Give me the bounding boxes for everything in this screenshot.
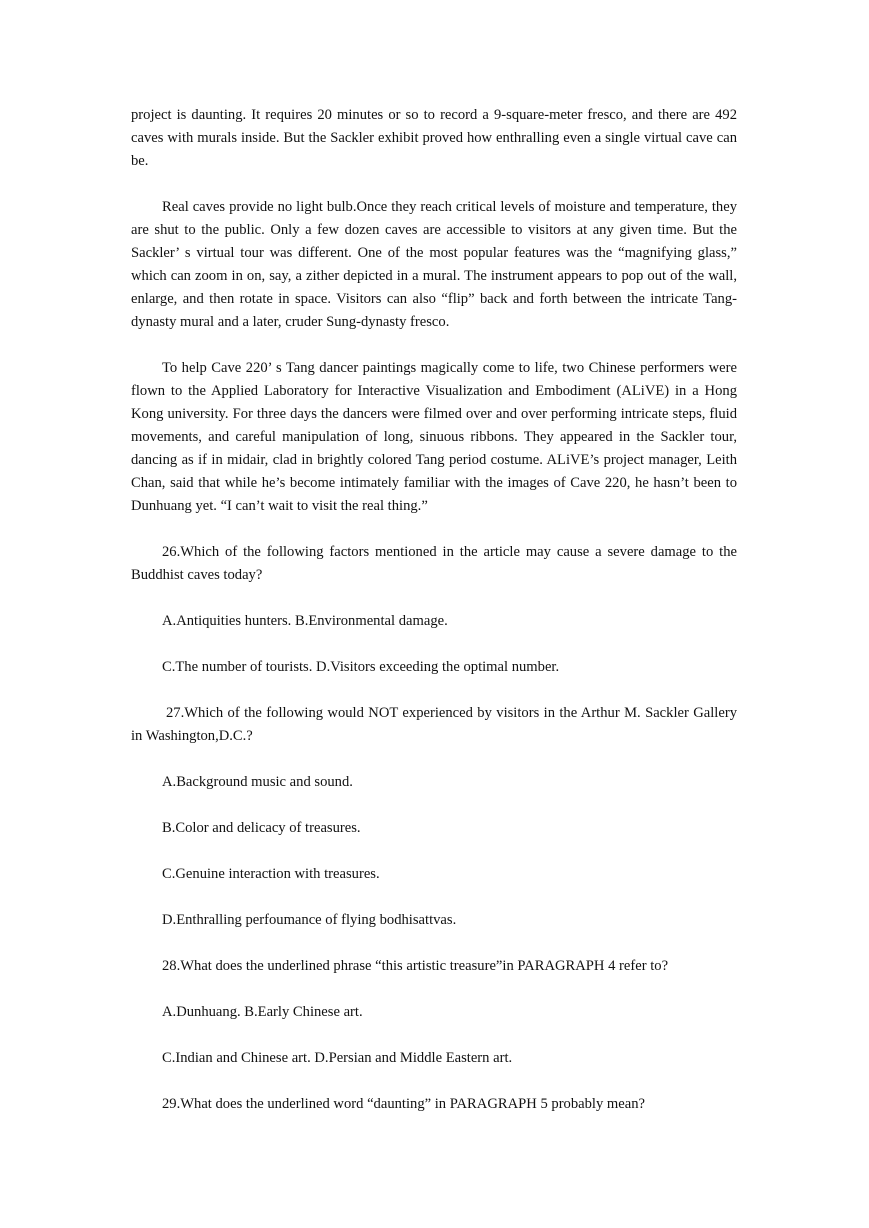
question-26-options-c-d: C.The number of tourists. D.Visitors exceeding the optimal number. — [162, 659, 560, 675]
question-27-stem: 27.Which of the following would NOT experienced by visitors in the Arthur M. Sackler Gallery in Washington,D.C.? — [131, 705, 737, 744]
question-28-options-c-d: C.Indian and Chinese art. D.Persian and Middle Eastern art. — [162, 1050, 513, 1066]
question-27-option-b: B.Color and delicacy of treasures. — [162, 820, 361, 836]
question-28-stem: 28.What does the underlined phrase “this artistic treasure”in PARAGRAPH 4 refer to? — [162, 958, 669, 974]
passage-paragraph-1: project is daunting. It requires 20 minutes or so to record a 9-square-meter fresco, and there are 492 caves with murals inside. But the Sackler exhibit proved how enthralling even a single virtual cave can be. — [131, 107, 737, 169]
question-26-stem: 26.Which of the following factors mentioned in the article may cause a severe damage to the Buddhist caves today? — [131, 544, 737, 583]
question-29-stem: 29.What does the underlined word “daunting” in PARAGRAPH 5 probably mean? — [162, 1096, 645, 1112]
question-27-option-c: C.Genuine interaction with treasures. — [162, 866, 380, 882]
passage-paragraph-2: Real caves provide no light bulb.Once they reach critical levels of moisture and temperature, they are shut to the public. Only a few dozen caves are accessible to visitors at any given time. But the Sackler’ s virtual tour was different. One of the most popular features was the “magnifying glass,” which can zoom in on, say, a zither depicted in a mural. The instrument appears to pop out of the wall, enlarge, and then rotate in space. Visitors can also “flip” back and forth between the intricate Tang-dynasty mural and a later, cruder Sung-dynasty fresco. — [131, 199, 737, 330]
question-28-options-a-b: A.Dunhuang. B.Early Chinese art. — [162, 1004, 363, 1020]
passage-paragraph-3: To help Cave 220’ s Tang dancer paintings magically come to life, two Chinese performers were flown to the Applied Laboratory for Interactive Visualization and Embodiment (ALiVE) in a Hong Kong university. For three days the dancers were filmed over and over performing intricate steps, fluid movements, and careful manipulation of long, sinuous ribbons. They appeared in the Sackler tour, dancing as if in midair, clad in brightly colored Tang period costume. ALiVE’s project manager, Leith Chan, said that while he’s become intimately familiar with the images of Cave 220, he hasn’t been to Dunhuang yet. “I can’t wait to visit the real thing.” — [131, 360, 737, 514]
question-26-options-a-b: A.Antiquities hunters. B.Environmental damage. — [162, 613, 448, 629]
question-27-option-a: A.Background music and sound. — [162, 774, 353, 790]
question-27-option-d: D.Enthralling perfoumance of flying bodhisattvas. — [162, 912, 457, 928]
document-page — [131, 104, 737, 1139]
